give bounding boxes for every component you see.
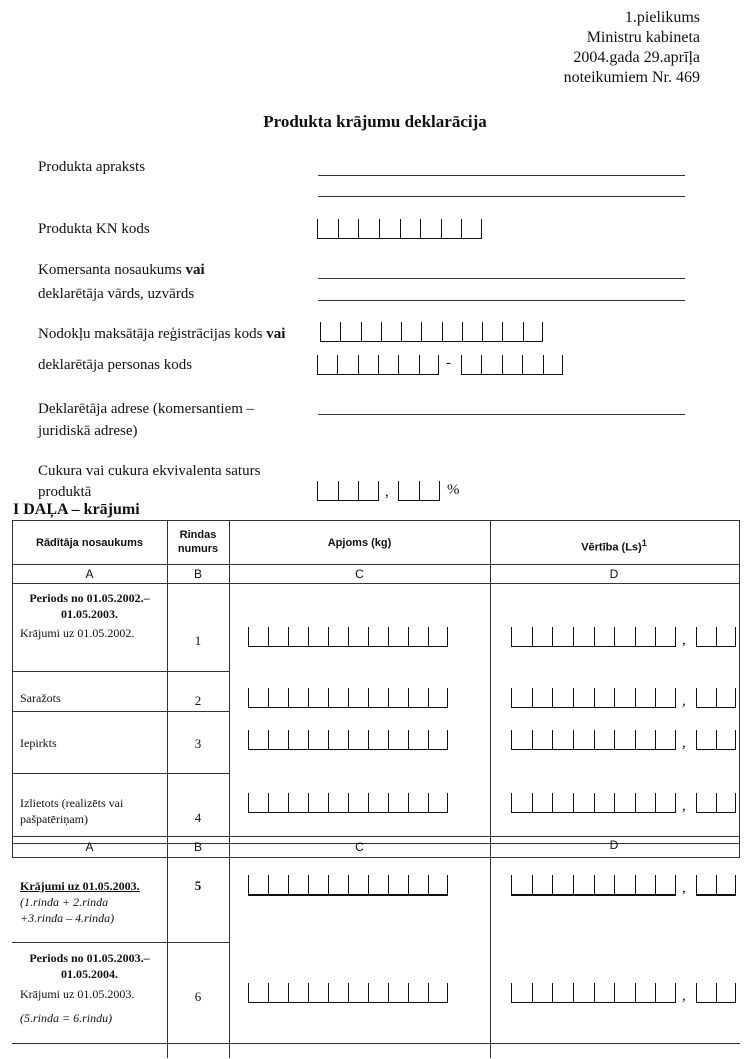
char-box[interactable] bbox=[348, 983, 368, 1002]
sugar-label-2: produktā bbox=[38, 484, 92, 500]
address-label-2: juridiskā adrese) bbox=[38, 423, 138, 439]
taxpayer-label-text: Nodokļu maksātāja reģistrācijas kods bbox=[38, 326, 267, 342]
row-4-number: 4 bbox=[194, 810, 202, 825]
char-box[interactable] bbox=[288, 730, 308, 749]
char-box[interactable] bbox=[348, 627, 368, 646]
header-row-no-1: Rindas bbox=[179, 529, 217, 541]
table-hline-letters bbox=[12, 583, 740, 584]
char-box[interactable] bbox=[441, 219, 462, 238]
taxpayer-label-or: vai bbox=[266, 326, 286, 342]
sugar-percent: % bbox=[447, 482, 460, 498]
char-box[interactable] bbox=[328, 793, 348, 812]
period-1-title bbox=[12, 590, 167, 622]
row-5-label: Krājumi uz 01.05.2003. bbox=[20, 879, 140, 893]
char-box[interactable] bbox=[655, 793, 676, 812]
char-box[interactable] bbox=[428, 730, 448, 749]
char-box[interactable] bbox=[655, 627, 676, 646]
sugar-int-boxes[interactable] bbox=[317, 481, 379, 501]
col-a-2: A bbox=[85, 840, 94, 854]
char-box[interactable] bbox=[388, 627, 408, 646]
char-box[interactable] bbox=[419, 481, 440, 500]
char-box[interactable] bbox=[308, 793, 328, 812]
char-box[interactable] bbox=[614, 688, 635, 707]
char-box[interactable] bbox=[401, 322, 421, 341]
char-box[interactable] bbox=[368, 793, 388, 812]
char-box[interactable] bbox=[358, 355, 378, 374]
sugar-comma: , bbox=[385, 484, 389, 500]
char-box[interactable] bbox=[594, 688, 615, 707]
char-box[interactable] bbox=[428, 983, 448, 1002]
char-box[interactable] bbox=[594, 793, 615, 812]
row-3-number: 3 bbox=[194, 736, 202, 751]
char-box[interactable] bbox=[532, 793, 553, 812]
table-hline-r2 bbox=[12, 711, 230, 712]
char-box[interactable] bbox=[268, 983, 288, 1002]
row-6-volume-boxes[interactable] bbox=[248, 983, 448, 1003]
period-2-title bbox=[12, 950, 167, 982]
char-box[interactable] bbox=[317, 355, 337, 374]
char-box[interactable] bbox=[532, 627, 553, 646]
row-5-comma: , bbox=[682, 880, 686, 896]
char-box[interactable] bbox=[348, 875, 368, 894]
char-box[interactable] bbox=[511, 875, 532, 894]
row-5-formula-2: +3.rinda – 4.rinda) bbox=[20, 911, 115, 925]
char-box[interactable] bbox=[328, 983, 348, 1002]
row-2-value-boxes[interactable] bbox=[511, 688, 676, 708]
char-box[interactable] bbox=[511, 793, 532, 812]
personal-code-label: deklarētāja personas kods bbox=[38, 357, 193, 373]
description-line-2[interactable] bbox=[318, 196, 685, 197]
annex-header bbox=[564, 8, 700, 88]
period-1-line-1: Periods no 01.05.2002.– bbox=[29, 591, 150, 605]
row-6-formula: (5.rinda = 6.rindu) bbox=[20, 1011, 113, 1025]
char-box[interactable] bbox=[716, 793, 736, 812]
table-hline-bottom bbox=[12, 1043, 740, 1044]
section-title: I DAĻA – krājumi bbox=[13, 501, 140, 518]
char-box[interactable] bbox=[655, 688, 676, 707]
annex-date: 2004.gada 29.aprīļa bbox=[573, 49, 700, 66]
row-1-volume-boxes[interactable] bbox=[248, 627, 448, 647]
char-box[interactable] bbox=[248, 627, 268, 646]
char-box[interactable] bbox=[379, 219, 400, 238]
char-box[interactable] bbox=[368, 730, 388, 749]
annex-cabinet: Ministru kabineta bbox=[586, 29, 700, 46]
period-2-line-1: Periods no 01.05.2003.– bbox=[29, 951, 150, 965]
header-row-no bbox=[167, 528, 229, 556]
char-box[interactable] bbox=[378, 355, 398, 374]
char-box[interactable] bbox=[268, 730, 288, 749]
row-6-cents-boxes[interactable] bbox=[696, 983, 736, 1003]
char-box[interactable] bbox=[408, 730, 428, 749]
char-box[interactable] bbox=[552, 688, 573, 707]
char-box[interactable] bbox=[268, 688, 288, 707]
char-box[interactable] bbox=[320, 322, 340, 341]
row-6-value-boxes[interactable] bbox=[511, 983, 676, 1003]
table-hline-r5 bbox=[12, 942, 230, 943]
char-box[interactable] bbox=[368, 627, 388, 646]
char-box[interactable] bbox=[338, 219, 359, 238]
table-vline-ab-2 bbox=[167, 836, 168, 1058]
char-box[interactable] bbox=[594, 627, 615, 646]
char-box[interactable] bbox=[573, 627, 594, 646]
char-box[interactable] bbox=[340, 322, 360, 341]
char-box[interactable] bbox=[368, 688, 388, 707]
char-box[interactable] bbox=[368, 875, 388, 894]
char-box[interactable] bbox=[532, 983, 553, 1002]
char-box[interactable] bbox=[543, 355, 563, 374]
page-title: Produkta krājumu deklarācija bbox=[263, 112, 487, 131]
char-box[interactable] bbox=[288, 688, 308, 707]
char-box[interactable] bbox=[328, 627, 348, 646]
char-box[interactable] bbox=[408, 627, 428, 646]
char-box[interactable] bbox=[268, 875, 288, 894]
char-box[interactable] bbox=[248, 688, 268, 707]
char-box[interactable] bbox=[635, 730, 656, 749]
row-1-comma: , bbox=[682, 632, 686, 648]
row-1-number: 1 bbox=[194, 633, 202, 648]
personal-code-boxes-1[interactable] bbox=[317, 355, 439, 375]
char-box[interactable] bbox=[388, 688, 408, 707]
taxpayer-label bbox=[38, 322, 285, 346]
kn-code-boxes[interactable] bbox=[317, 219, 482, 239]
char-box[interactable] bbox=[573, 688, 594, 707]
char-box[interactable] bbox=[573, 730, 594, 749]
table-vline-cd-2 bbox=[490, 836, 491, 1058]
char-box[interactable] bbox=[308, 688, 328, 707]
table-hline-head bbox=[12, 564, 740, 565]
declarant-name-label: deklarētāja vārds, uzvārds bbox=[38, 286, 195, 302]
row-1-value-boxes[interactable] bbox=[511, 627, 676, 647]
char-box[interactable] bbox=[614, 627, 635, 646]
annex-rules: noteikumiem Nr. 469 bbox=[563, 69, 700, 86]
row-3-label: Iepirkts bbox=[20, 736, 57, 750]
taxpayer-code-boxes[interactable] bbox=[320, 322, 543, 342]
char-box[interactable] bbox=[368, 983, 388, 1002]
char-box[interactable] bbox=[523, 322, 543, 341]
table-vline-bc-2 bbox=[229, 836, 230, 1058]
char-box[interactable] bbox=[655, 730, 676, 749]
char-box[interactable] bbox=[408, 875, 428, 894]
char-box[interactable] bbox=[358, 481, 379, 500]
char-box[interactable] bbox=[288, 793, 308, 812]
char-box[interactable] bbox=[381, 322, 401, 341]
row-2-volume-boxes[interactable] bbox=[248, 688, 448, 708]
char-box[interactable] bbox=[428, 875, 448, 894]
char-box[interactable] bbox=[248, 793, 268, 812]
char-box[interactable] bbox=[552, 627, 573, 646]
char-box[interactable] bbox=[419, 355, 439, 374]
table-hline-r1 bbox=[12, 671, 230, 672]
row-2-number: 2 bbox=[194, 693, 202, 708]
char-box[interactable] bbox=[348, 730, 368, 749]
char-box[interactable] bbox=[573, 793, 594, 812]
char-box[interactable] bbox=[388, 793, 408, 812]
row-5-formula-1: (1.rinda + 2.rinda bbox=[20, 895, 109, 909]
char-box[interactable] bbox=[388, 875, 408, 894]
char-box[interactable] bbox=[532, 875, 553, 894]
row-2-label: Saražots bbox=[20, 691, 61, 705]
header-volume: Apjoms (kg) bbox=[327, 537, 392, 549]
char-box[interactable] bbox=[420, 219, 441, 238]
char-box[interactable] bbox=[655, 875, 676, 894]
char-box[interactable] bbox=[716, 627, 736, 646]
char-box[interactable] bbox=[655, 983, 676, 1002]
char-box[interactable] bbox=[696, 983, 716, 1002]
char-box[interactable] bbox=[388, 730, 408, 749]
char-box[interactable] bbox=[248, 875, 268, 894]
char-box[interactable] bbox=[398, 355, 418, 374]
address-label-1: Deklarētāja adrese (komersantiem – bbox=[38, 401, 255, 417]
col-d: D bbox=[609, 567, 619, 581]
row-5-formula bbox=[20, 894, 114, 926]
row-5-volume-boxes[interactable] bbox=[248, 875, 448, 896]
char-box[interactable] bbox=[716, 875, 736, 894]
merchant-label-or: vai bbox=[185, 262, 205, 278]
char-box[interactable] bbox=[716, 730, 736, 749]
char-box[interactable] bbox=[635, 688, 656, 707]
col-c-2: C bbox=[355, 840, 364, 854]
char-box[interactable] bbox=[442, 322, 462, 341]
merchant-line-1[interactable] bbox=[318, 278, 685, 279]
row-3-volume-boxes[interactable] bbox=[248, 730, 448, 750]
char-box[interactable] bbox=[614, 875, 635, 894]
char-box[interactable] bbox=[328, 688, 348, 707]
char-box[interactable] bbox=[716, 983, 736, 1002]
char-box[interactable] bbox=[428, 627, 448, 646]
header-value-footnote: 1 bbox=[641, 538, 647, 548]
char-box[interactable] bbox=[573, 875, 594, 894]
char-box[interactable] bbox=[482, 322, 502, 341]
char-box[interactable] bbox=[511, 983, 532, 1002]
char-box[interactable] bbox=[696, 730, 716, 749]
annex-number: 1.pielikums bbox=[624, 9, 700, 26]
row-3-comma: , bbox=[682, 735, 686, 751]
char-box[interactable] bbox=[573, 983, 594, 1002]
row-5-cents-boxes[interactable] bbox=[696, 875, 736, 896]
char-box[interactable] bbox=[502, 322, 522, 341]
char-box[interactable] bbox=[552, 730, 573, 749]
char-box[interactable] bbox=[594, 875, 615, 894]
char-box[interactable] bbox=[428, 688, 448, 707]
char-box[interactable] bbox=[614, 983, 635, 1002]
char-box[interactable] bbox=[696, 875, 716, 894]
period-1-line-2: 01.05.2003. bbox=[61, 607, 118, 621]
char-box[interactable] bbox=[614, 730, 635, 749]
row-4-value-boxes[interactable] bbox=[511, 793, 676, 813]
char-box[interactable] bbox=[288, 627, 308, 646]
char-box[interactable] bbox=[511, 688, 532, 707]
col-c: C bbox=[355, 567, 364, 581]
char-box[interactable] bbox=[328, 875, 348, 894]
row-4-label-1: Izlietots (realizēts vai bbox=[20, 796, 124, 810]
char-box[interactable] bbox=[317, 219, 338, 238]
row-1-label: Krājumi uz 01.05.2002. bbox=[20, 626, 135, 640]
personal-code-dash: - bbox=[446, 355, 451, 371]
char-box[interactable] bbox=[461, 355, 481, 374]
char-box[interactable] bbox=[696, 793, 716, 812]
char-box[interactable] bbox=[481, 355, 501, 374]
row-2-cents-boxes[interactable] bbox=[696, 688, 736, 708]
char-box[interactable] bbox=[552, 793, 573, 812]
char-box[interactable] bbox=[288, 875, 308, 894]
char-box[interactable] bbox=[398, 481, 419, 500]
char-box[interactable] bbox=[635, 983, 656, 1002]
sugar-dec-boxes[interactable] bbox=[398, 481, 440, 501]
char-box[interactable] bbox=[532, 688, 553, 707]
char-box[interactable] bbox=[308, 983, 328, 1002]
address-line[interactable] bbox=[318, 414, 685, 415]
char-box[interactable] bbox=[358, 219, 379, 238]
header-value bbox=[490, 536, 738, 555]
char-box[interactable] bbox=[388, 983, 408, 1002]
merchant-line-2[interactable] bbox=[318, 300, 685, 301]
char-box[interactable] bbox=[348, 793, 368, 812]
char-box[interactable] bbox=[532, 730, 553, 749]
char-box[interactable] bbox=[635, 627, 656, 646]
char-box[interactable] bbox=[400, 219, 421, 238]
period-2-line-2: 01.05.2004. bbox=[61, 967, 118, 981]
sugar-label-1: Cukura vai cukura ekvivalenta saturs bbox=[38, 463, 261, 479]
char-box[interactable] bbox=[462, 322, 482, 341]
char-box[interactable] bbox=[308, 875, 328, 894]
char-box[interactable] bbox=[502, 355, 522, 374]
char-box[interactable] bbox=[522, 355, 542, 374]
row-4-label-2: pašpatēriņam) bbox=[20, 812, 88, 826]
row-2-comma: , bbox=[682, 693, 686, 709]
char-box[interactable] bbox=[716, 688, 736, 707]
char-box[interactable] bbox=[552, 983, 573, 1002]
col-a: A bbox=[85, 567, 94, 581]
header-name: Rādītāja nosaukums bbox=[36, 537, 143, 549]
merchant-label bbox=[38, 258, 205, 282]
description-line-1[interactable] bbox=[318, 175, 685, 176]
char-box[interactable] bbox=[461, 219, 482, 238]
row-3-value-boxes[interactable] bbox=[511, 730, 676, 750]
char-box[interactable] bbox=[361, 322, 381, 341]
row-1-cents-boxes[interactable] bbox=[696, 627, 736, 647]
row-4-cents-boxes[interactable] bbox=[696, 793, 736, 813]
char-box[interactable] bbox=[511, 730, 532, 749]
char-box[interactable] bbox=[594, 730, 615, 749]
char-box[interactable] bbox=[288, 983, 308, 1002]
row-6-comma: , bbox=[682, 988, 686, 1004]
kn-code-label: Produkta KN kods bbox=[38, 221, 150, 237]
char-box[interactable] bbox=[635, 875, 656, 894]
char-box[interactable] bbox=[408, 688, 428, 707]
char-box[interactable] bbox=[635, 793, 656, 812]
char-box[interactable] bbox=[594, 983, 615, 1002]
char-box[interactable] bbox=[268, 627, 288, 646]
row-4-label bbox=[20, 795, 123, 827]
char-box[interactable] bbox=[308, 627, 328, 646]
char-box[interactable] bbox=[338, 481, 359, 500]
char-box[interactable] bbox=[308, 730, 328, 749]
char-box[interactable] bbox=[348, 688, 368, 707]
row-6-number: 6 bbox=[194, 989, 202, 1004]
personal-code-boxes-2[interactable] bbox=[461, 355, 563, 375]
char-box[interactable] bbox=[408, 983, 428, 1002]
row-4-volume-boxes[interactable] bbox=[248, 793, 448, 813]
char-box[interactable] bbox=[328, 730, 348, 749]
char-box[interactable] bbox=[337, 355, 357, 374]
row-3-cents-boxes[interactable] bbox=[696, 730, 736, 750]
col-b-2: B bbox=[193, 840, 202, 854]
row-5-value-boxes[interactable] bbox=[511, 875, 676, 896]
col-b: B bbox=[193, 567, 202, 581]
merchant-label-text: Komersanta nosaukums bbox=[38, 262, 186, 278]
char-box[interactable] bbox=[248, 730, 268, 749]
char-box[interactable] bbox=[317, 481, 338, 500]
char-box[interactable] bbox=[511, 627, 532, 646]
row-6-label: Krājumi uz 01.05.2003. bbox=[20, 987, 135, 1001]
description-label: Produkta apraksts bbox=[38, 159, 146, 175]
char-box[interactable] bbox=[268, 793, 288, 812]
char-box[interactable] bbox=[408, 793, 428, 812]
row-5-number: 5 bbox=[194, 878, 202, 893]
char-box[interactable] bbox=[614, 793, 635, 812]
char-box[interactable] bbox=[428, 793, 448, 812]
char-box[interactable] bbox=[696, 627, 716, 646]
header-row-no-2: numurs bbox=[177, 543, 219, 555]
col-d-2: D bbox=[609, 838, 619, 852]
char-box[interactable] bbox=[248, 983, 268, 1002]
row-4-comma: , bbox=[682, 798, 686, 814]
char-box[interactable] bbox=[421, 322, 441, 341]
table-hline-r3 bbox=[12, 773, 230, 774]
char-box[interactable] bbox=[696, 688, 716, 707]
header-value-text: Vērtība (Ls) bbox=[581, 541, 642, 554]
char-box[interactable] bbox=[552, 875, 573, 894]
